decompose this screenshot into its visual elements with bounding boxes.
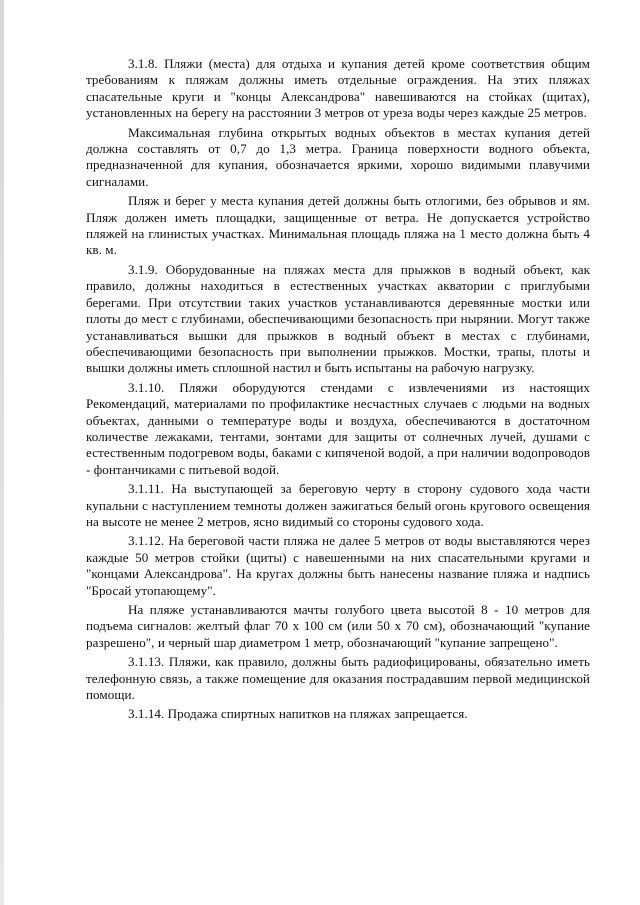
paragraph-3-1-8: 3.1.8. Пляжи (места) для отдыха и купания детей кроме соответствия общим требованиям к пляжам должны иметь отдельные ограждения. На этих пляжах спасательные круги и "концы Александрова" навешиваются на стойках (щитах), установленных на берегу на расстоянии 3 метров от уреза воды через каждые 25 метров. (86, 56, 590, 121)
paragraph-max-depth: Максимальная глубина открытых водных объектов в местах купания детей должна составлять от 0,7 до 1,3 метра. Граница поверхности водного объекта, предназначенной для купания, обозначается яркими, хорошо видимыми плавучими сигналами. (86, 124, 590, 189)
paragraph-beach-shore: Пляж и берег у места купания детей должны быть отлогими, без обрывов и ям. Пляж должен иметь площадки, защищенные от ветра. Не допускается устройство пляжей на глинистых участках. Минимальная площадь пляжа на 1 место должна быть 4 кв. м. (86, 193, 590, 258)
paragraph-signal-masts: На пляже устанавливаются мачты голубого цвета высотой 8 - 10 метров для подъема сигналов: желтый флаг 70 х 100 см (или 50 х 70 см), обозначающий "купание разрешено", и черный шар диаметром 1 метр, обозначающий "купание запрещено". (86, 602, 590, 650)
paragraph-3-1-9: 3.1.9. Оборудованные на пляжах места для прыжков в водный объект, как правило, должны находиться в естественных участках акватории с приглубыми берегами. При отсутствии таких участков устанавливаются деревянные мостки или плоты до мест с глубинами, обеспечивающими безопасность при нырянии. Могут также устанавливаться вышки для прыжков в водный объект в местах с глубинами, обеспечивающими безопасность при выполнении прыжков. Мостки, трапы, плоты и вышки должны иметь сплошной настил и быть испытаны на рабочую нагрузку. (86, 261, 590, 376)
paragraph-3-1-13: 3.1.13. Пляжи, как правило, должны быть радиофицированы, обязательно иметь телефонную связь, а также помещение для оказания пострадавшим первой медицинской помощи. (86, 654, 590, 703)
paragraph-3-1-10: 3.1.10. Пляжи оборудуются стендами с извлечениями из настоящих Рекомендаций, материалами по профилактике несчастных случаев с людьми на водных объектах, данными о температуре воды и воздуха, обеспечиваются в достаточном количестве лежаками, тентами, зонтами для защиты от солнечных лучей, душами с естественным подогревом воды, баками с кипяченой водой, а при наличии водопроводов - фонтанчиками с питьевой водой. (86, 379, 590, 477)
paragraph-3-1-12: 3.1.12. На береговой части пляжа не далее 5 метров от воды выставляются через каждые 50 метров стойки (щиты) с навешенными на них спасательными кругами и "концами Александрова". На кругах должны быть нанесены название пляжа и надпись "Бросай утопающему". (86, 533, 590, 598)
paragraph-3-1-11: 3.1.11. На выступающей за береговую черту в сторону судового хода части купальни с наступлением темноты должен зажигаться белый огонь кругового освещения на высоте не менее 2 метров, ясно видимый со стороны судового хода. (86, 481, 590, 529)
paragraph-3-1-14: 3.1.14. Продажа спиртных напитков на пляжах запрещается. (128, 706, 468, 722)
